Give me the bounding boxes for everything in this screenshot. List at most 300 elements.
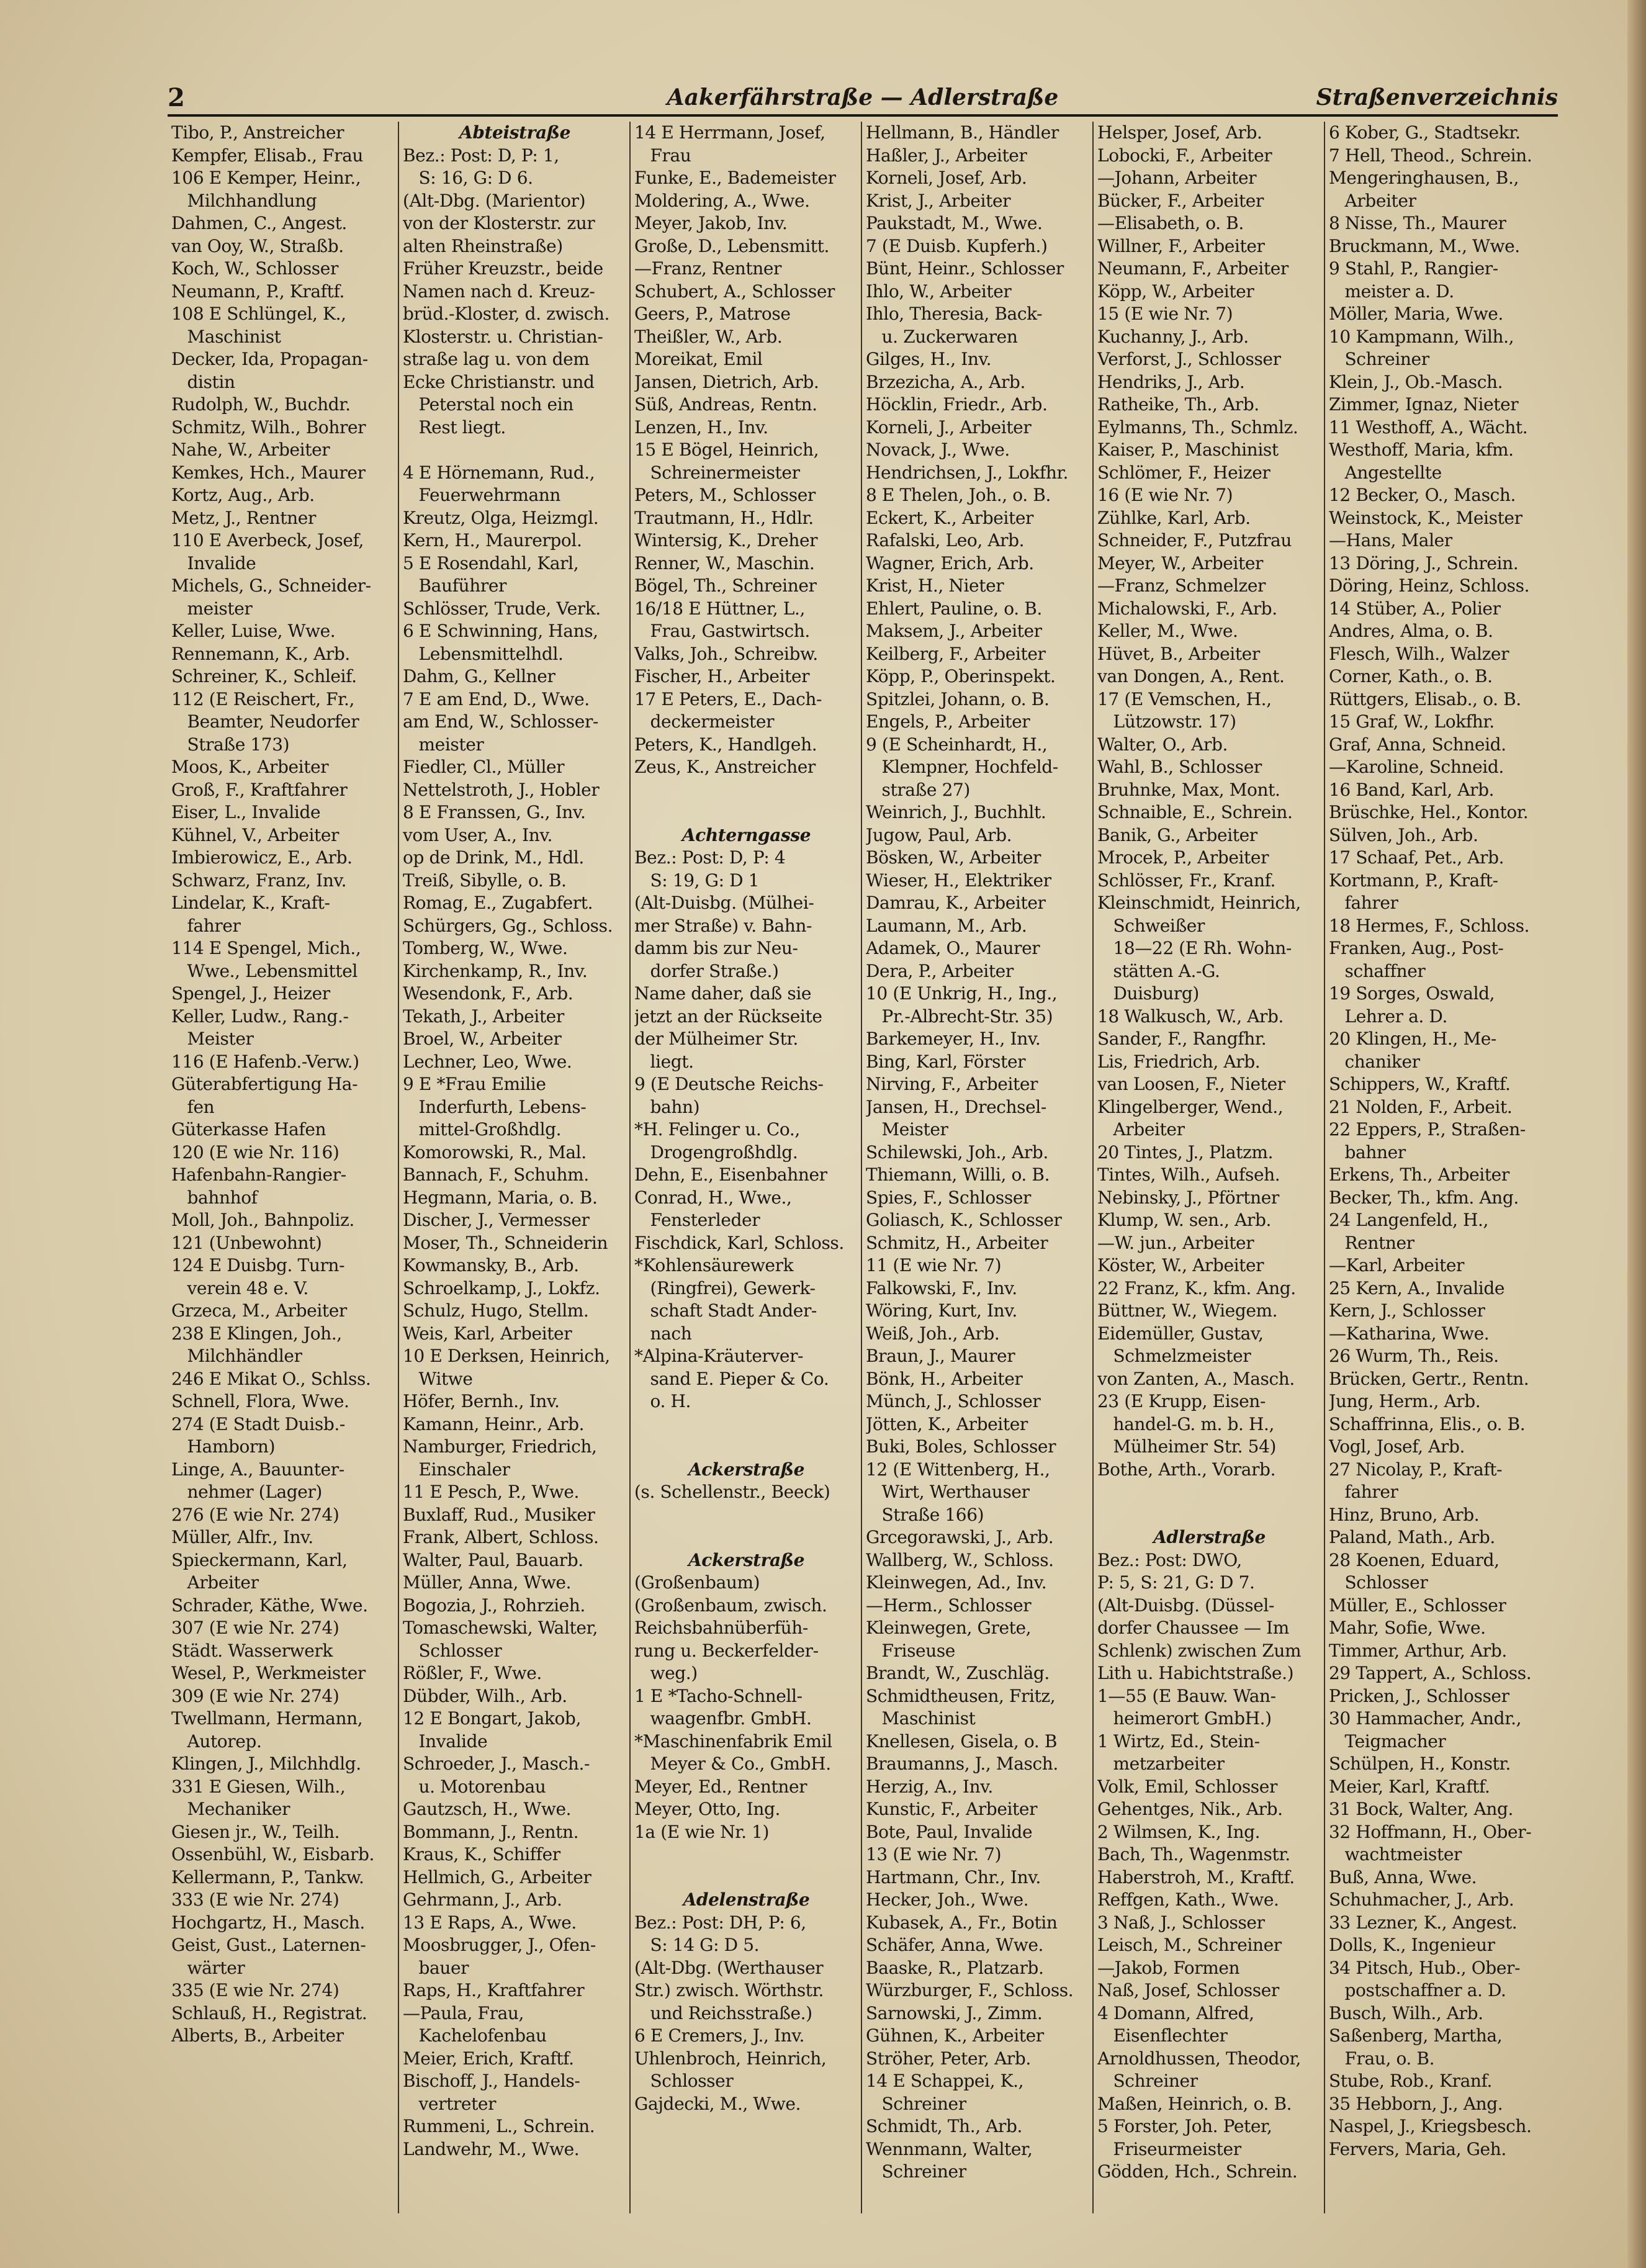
directory-line: Buki, Boles, Schlosser [866,1436,1056,1457]
directory-line: Pricken, J., Schlosser [1329,1685,1509,1706]
directory-line: bahn) [634,1096,700,1117]
directory-line: Geist, Gust., Laternen- [171,1935,366,1955]
directory-line: Tomberg, W., Wwe. [403,938,568,958]
directory-line: —Paula, Frau, [403,2002,524,2023]
directory-line: Meyer, Jakob, Inv. [634,213,788,233]
directory-line: Wwe., Lebensmittel [171,960,358,981]
directory-line: alten Rheinstraße) [403,235,563,256]
directory-line: Keller, Luise, Wwe. [171,621,336,641]
directory-line: Groß, F., Kraftfahrer [171,779,348,800]
directory-line: Arbeiter [1097,1119,1185,1140]
directory-line: Rüttgers, Elisab., o. B. [1329,688,1521,709]
directory-line: 12 E Bongart, Jakob, [403,1708,581,1729]
directory-line: Namen nach d. Kreuz- [403,281,595,302]
directory-line: Schulz, Hugo, Stellm. [403,1300,589,1321]
directory-line: Wirt, Werthauser [866,1482,1030,1502]
directory-line: Maschinist [866,1708,976,1729]
directory-line: Goliasch, K., Schlosser [866,1210,1062,1230]
directory-line: Schnaible, E., Schrein. [1097,802,1293,822]
directory-line: Jötten, K., Arbeiter [866,1413,1028,1434]
directory-line: S: 14 G: D 5. [634,1935,760,1955]
directory-line: Walter, Paul, Bauarb. [403,1549,583,1570]
directory-line: van Loosen, F., Nieter [1097,1074,1285,1094]
directory-line: van Ooy, W., Straßb. [171,235,344,256]
directory-line: Spies, F., Schlosser [866,1187,1031,1208]
directory-line: Schäfer, Anna, Wwe. [866,1935,1044,1955]
directory-line: 30 Hammacher, Andr., [1329,1708,1522,1729]
directory-line: Schreiner [1097,2071,1198,2091]
directory-line: Valks, Joh., Schreibw. [634,643,818,664]
directory-line: wachtmeister [1329,1844,1462,1865]
directory-line: Moll, Joh., Bahnpoliz. [171,1210,354,1230]
directory-line: 5 E Rosendahl, Karl, [403,552,579,574]
directory-line: Schlosser [1329,1572,1428,1593]
directory-line: Weinrich, J., Buchhlt. [866,802,1046,822]
directory-line: Schlömer, F., Heizer [1097,462,1270,483]
directory-line: —W. jun., Arbeiter [1097,1232,1254,1253]
directory-line: Meier, Karl, Kraftf. [1329,1776,1490,1797]
column-1 [168,122,399,2213]
directory-line: Schneider, F., Putzfrau [1097,530,1292,551]
directory-line: Mahr, Sofie, Wwe. [1329,1618,1486,1638]
directory-line: deckermeister [634,711,775,732]
directory-line: Rudolph, W., Buchdr. [171,394,351,415]
directory-line: Kirchenkamp, R., Inv. [403,960,588,981]
directory-line: 32 Hoffmann, H., Ober- [1329,1821,1532,1842]
directory-line: Jansen, H., Drechsel- [866,1096,1046,1117]
directory-line: Ehlert, Pauline, o. B. [866,598,1042,619]
spacer [1097,1481,1321,1504]
directory-line: Angestellte [1329,462,1442,483]
directory-line: —Karl, Arbeiter [1329,1255,1465,1276]
directory-line: von Zanten, A., Masch. [1097,1368,1295,1389]
directory-line: Nebinsky, J., Pförtner [1097,1187,1279,1208]
directory-line: waagenfbr. GmbH. [634,1708,812,1729]
directory-line: Schreiner [866,2093,966,2114]
directory-line: Dera, P., Arbeiter [866,960,1014,981]
directory-line: jetzt an der Rückseite [634,1006,822,1027]
directory-line: Mengeringhausen, B., [1329,168,1519,188]
directory-line: Wennmann, Walter, [866,2138,1033,2159]
directory-line: Eiser, L., Invalide [171,802,321,822]
directory-line: und Reichsstraße.) [634,2002,812,2023]
directory-line: Rennemann, K., Arb. [171,643,350,664]
directory-line: Nettelstroth, J., Hobler [403,779,600,800]
directory-line: Zühlke, Karl, Arb. [1097,507,1251,528]
directory-line: heimerort GmbH.) [1097,1708,1272,1729]
directory-line: Müller, Anna, Wwe. [403,1572,572,1593]
directory-line: Moosbrugger, J., Ofen- [403,1935,596,1955]
directory-line: Novack, J., Wwe. [866,439,1010,460]
directory-line: Würzburger, F., Schloss. [866,1980,1074,2000]
directory-line: Brücken, Gertr., Rentn. [1329,1368,1529,1389]
directory-line: Schweißer [1097,915,1205,936]
directory-line: Schnell, Flora, Wwe. [171,1391,349,1411]
directory-line: (Großenbaum) [634,1572,760,1593]
directory-line: 3 Naß, J., Schlosser [1097,1912,1265,1933]
directory-line: Straße 173) [171,734,290,755]
directory-line: 116 (E Hafenb.-Verw.) [171,1051,359,1072]
directory-line: Ströher, Peter, Arb. [866,2048,1031,2069]
directory-line: u. Motorenbau [403,1776,546,1797]
directory-line: (Alt-Dbg. (Marientor) [403,190,586,211]
directory-line: Spieckermann, Karl, [171,1549,348,1570]
directory-line: liegt. [634,1051,694,1072]
directory-line: Wahl, B., Schlosser [1097,757,1262,777]
directory-line: Wesendonk, F., Arb. [403,983,573,1004]
directory-line: Bannach, F., Schuhm. [403,1164,589,1185]
directory-line: 8 Nisse, Th., Maurer [1329,213,1506,233]
spacer [634,779,858,802]
directory-line: Lindelar, K., Kraft- [171,893,330,913]
columns [168,122,1558,2213]
directory-line: Köpp, P., Oberinspekt. [866,666,1056,686]
directory-line: Möller, Maria, Wwe. [1329,304,1503,324]
spacer [634,1866,858,1889]
directory-line: —Franz, Schmelzer [1097,575,1266,596]
directory-line: Mechaniker [171,1799,290,1819]
directory-line: Zimmer, Ignaz, Nieter [1329,394,1519,415]
directory-line: Hamborn) [171,1436,276,1457]
directory-line: Geers, P., Matrose [634,304,791,324]
directory-line: Höfer, Bernh., Inv. [403,1391,560,1411]
directory-line: Banik, G., Arbeiter [1097,824,1257,845]
directory-line: Schubert, A., Schlosser [634,281,835,302]
directory-line: nehmer (Lager) [171,1482,322,1502]
directory-line: Peters, K., Handlgeh. [634,734,817,755]
directory-line: —Hans, Maler [1329,530,1452,551]
directory-line: Weiß, Joh., Arb. [866,1323,1000,1344]
directory-line: Kühnel, V., Arbeiter [171,824,340,845]
directory-line: Tomaschewski, Walter, [403,1618,598,1638]
directory-line: Fiedler, Cl., Müller [403,757,565,777]
directory-line: Franken, Aug., Post- [1329,938,1504,958]
directory-line: Hochgartz, H., Masch. [171,1912,365,1933]
directory-line: Romag, E., Zugabfert. [403,893,593,913]
directory-line: Kleinschmidt, Heinrich, [1097,893,1301,913]
directory-line: *H. Felinger u. Co., [634,1119,800,1140]
spacer [403,439,627,462]
directory-line: Schippers, W., Kraftf. [1329,1074,1511,1094]
directory-line: bahnhof [171,1187,258,1208]
directory-line: Klein, J., Ob.-Masch. [1329,371,1503,392]
directory-line: *Alpina-Kräuterver- [634,1346,804,1366]
directory-line: Keilberg, F., Arbeiter [866,643,1046,664]
directory-line: Meister [866,1119,948,1140]
directory-line: 114 E Spengel, Mich., [171,938,361,958]
directory-line: 276 (E wie Nr. 274) [171,1504,340,1525]
directory-line: Dehn, E., Eisenbahner [634,1164,827,1185]
directory-line: Frank, Albert, Schloss. [403,1527,599,1547]
directory-line: 7 Hell, Theod., Schrein. [1329,145,1532,166]
directory-line: Namburger, Friedrich, [403,1436,597,1457]
directory-line: Knellesen, Gisela, o. B [866,1730,1058,1752]
directory-line: 16 (E wie Nr. 7) [1097,485,1233,505]
directory-line: Gühnen, K., Arbeiter [866,2025,1044,2046]
directory-line: Duisburg) [1097,983,1199,1004]
directory-line: Nahe, W., Arbeiter [171,439,330,460]
directory-line: Einschaler [403,1459,510,1480]
directory-line: Funke, E., Bademeister [634,168,836,188]
directory-line: wärter [171,1957,245,1978]
directory-line: Lobocki, F., Arbeiter [1097,145,1272,166]
directory-line: Hendrichsen, J., Lokfhr. [866,462,1068,483]
directory-line: 9 Stahl, P., Rangier- [1329,258,1498,279]
directory-line: Kleinwegen, Ad., Inv. [866,1572,1047,1593]
directory-line: Brzezicha, A., Arb. [866,371,1025,392]
directory-line: Bez.: Post: DH, P: 6, [634,1912,806,1933]
directory-line: Eckert, K., Arbeiter [866,507,1033,528]
directory-line: 28 Koenen, Eduard, [1329,1549,1500,1570]
directory-line: Maßen, Heinrich, o. B. [1097,2093,1292,2114]
directory-line: Frau, Gastwirtsch. [634,621,810,641]
directory-line: Lis, Friedrich, Arb. [1097,1051,1261,1072]
directory-line: 124 E Duisbg. Turn- [171,1255,345,1276]
directory-line: 34 Pitsch, Hub., Ober- [1329,1957,1521,1978]
directory-line: Engels, P., Arbeiter [866,711,1030,732]
directory-line: sand E. Pieper & Co. [634,1368,829,1389]
directory-line: Arbeiter [171,1572,259,1593]
directory-line: Schroelkamp, J., Lokfz. [403,1277,600,1298]
directory-line: Hendriks, J., Arb. [1097,371,1245,392]
page-number: 2 [168,83,185,112]
directory-line: Klempner, Hochfeld- [866,757,1058,777]
directory-line: Grzeca, M., Arbeiter [171,1300,347,1321]
directory-line: Hecker, Joh., Wwe. [866,1889,1029,1910]
directory-line: Schaffrinna, Elis., o. B. [1329,1413,1526,1434]
directory-line: Rentner [1329,1232,1414,1253]
directory-line: Fischdick, Karl, Schloss. [634,1232,844,1253]
directory-line: Schlösser, Trude, Verk. [403,598,601,619]
directory-line: 14 E Herrmann, Josef, [634,122,825,143]
directory-line: Bing, Karl, Förster [866,1051,1026,1072]
directory-line: schaft Stadt Ander- [634,1300,817,1321]
directory-line: Bommann, J., Rentn. [403,1821,579,1842]
directory-line: Feuerwehrmann [403,485,561,505]
directory-line: 25 Kern, A., Invalide [1329,1277,1505,1298]
directory-line: straße lag u. von dem [403,349,590,369]
directory-line: Frau, o. B. [1329,2048,1435,2069]
directory-line: Rößler, F., Wwe. [403,1663,542,1683]
directory-line: Eisenflechter [1097,2025,1228,2046]
directory-line: 7 (E Duisb. Kupferh.) [866,235,1048,256]
directory-line: Timmer, Arthur, Arb. [1329,1640,1507,1661]
directory-line: Wesel, P., Werkmeister [171,1663,366,1683]
directory-line: Kern, H., Maurerpol. [403,530,582,551]
directory-line: Brüschke, Hel., Kontor. [1329,802,1529,822]
street-heading: Ackerstraße [688,1549,805,1570]
directory-line: Uhlenbroch, Heinrich, [634,2048,827,2069]
directory-line: Invalide [403,1730,488,1752]
directory-line: 106 E Kemper, Heinr., [171,168,361,188]
directory-line: Vogl, Josef, Arb. [1329,1436,1465,1457]
section-title: Straßenverzeichnis [1316,84,1558,110]
directory-line: Büttner, W., Wiegem. [1097,1300,1278,1321]
directory-line: Nirving, F., Arbeiter [866,1074,1038,1094]
spacer [1097,1504,1321,1527]
directory-line: Krist, J., Arbeiter [866,190,1011,211]
directory-line: damm bis zur Neu- [634,938,798,958]
directory-line: Koch, W., Schlosser [171,258,338,279]
column-2 [399,122,631,2213]
directory-line: 6 E Cremers, J., Inv. [634,2025,804,2046]
directory-line: o. H. [634,1391,691,1411]
directory-line: Rafalski, Leo, Arb. [866,530,1025,551]
directory-line: Paukstadt, M., Wwe. [866,213,1043,233]
directory-line: Witwe [403,1368,473,1389]
directory-line: Kachelofenbau [403,2025,547,2046]
directory-line: Korneli, Josef, Arb. [866,168,1027,188]
directory-line: Ihlo, W., Arbeiter [866,281,1012,302]
directory-line: 307 (E wie Nr. 274) [171,1618,340,1638]
directory-line: (Alt-Duisbg. (Düssel- [1097,1595,1274,1616]
directory-line: *Kohlensäurewerk [634,1255,794,1276]
directory-line: Milchhändler [171,1346,302,1366]
directory-line: 26 Wurm, Th., Reis. [1329,1346,1499,1366]
directory-line: verein 48 e. V. [171,1277,308,1298]
directory-line: Schrader, Käthe, Wwe. [171,1595,368,1616]
directory-line: Name daher, daß sie [634,983,812,1004]
directory-line: Inderfurth, Lebens- [403,1096,587,1117]
directory-line: 1—55 (E Bauw. Wan- [1097,1685,1276,1706]
directory-line: Früher Kreuzstr., beide [403,258,603,279]
directory-line: 15 (E wie Nr. 7) [1097,304,1233,324]
directory-line: 121 (Unbewohnt) [171,1232,322,1253]
directory-line: 10 E Derksen, Heinrich, [403,1346,610,1366]
directory-line: Conrad, H., Wwe., [634,1187,792,1208]
directory-line: 13 E Raps, A., Wwe. [403,1912,577,1933]
directory-line: von der Klosterstr. zur [403,213,595,233]
directory-line: 10 (E Unkrig, H., Ing., [866,983,1058,1004]
directory-line: Schreinermeister [634,462,800,483]
directory-line: 13 Döring, J., Schrein. [1329,552,1519,574]
directory-line: Ihlo, Theresia, Back- [866,304,1043,324]
directory-line: schaffner [1329,960,1426,981]
header-rule [168,114,1558,117]
directory-line: chaniker [1329,1051,1420,1072]
directory-line: Bösken, W., Arbeiter [866,847,1041,868]
directory-line: dorfer Straße.) [634,960,779,981]
directory-line: P: 5, S: 21, G: D 7. [1097,1572,1255,1593]
directory-line: Stube, Rob., Kranf. [1329,2071,1493,2091]
directory-line: Bothe, Arth., Vorarb. [1097,1459,1276,1480]
directory-line: 6 E Schwinning, Hans, [403,621,598,641]
directory-line: (Alt-Duisbg. (Mülhei- [634,893,814,913]
directory-line: (Großenbaum, zwisch. [634,1595,827,1616]
directory-line: S: 19, G: D 1 [634,870,760,891]
directory-line: Bönk, H., Arbeiter [866,1368,1023,1389]
directory-line: Raps, H., Kraftfahrer [403,1980,585,2000]
directory-line: 120 (E wie Nr. 116) [171,1141,340,1163]
directory-line: Ecke Christianstr. und [403,371,595,392]
directory-line: 274 (E Stadt Duisb.- [171,1413,345,1434]
directory-line: 246 E Mikat O., Schlss. [171,1368,371,1389]
directory-line: Müller, Alfr., Inv. [171,1527,313,1547]
directory-line: Schwarz, Franz, Inv. [171,870,347,891]
directory-line: Friseuse [866,1640,955,1661]
directory-line: brüd.-Kloster, d. zwisch. [403,304,610,324]
directory-line: Gautzsch, H., Wwe. [403,1799,572,1819]
directory-line: Köster, W., Arbeiter [1097,1255,1264,1276]
directory-line: fahrer [1329,893,1398,913]
directory-line: 31 Bock, Walter, Ang. [1329,1799,1514,1819]
directory-line: *Maschinenfabrik Emil [634,1730,832,1752]
directory-line: Keller, M., Wwe. [1097,621,1238,641]
directory-line: Neumann, P., Kraftf. [171,281,344,302]
directory-line: Milchhandlung [171,190,317,211]
directory-line: Bruckmann, M., Wwe. [1329,235,1520,256]
directory-line: 7 E am End, D., Wwe. [403,688,590,709]
directory-line: Klingen, J., Milchhdlg. [171,1753,361,1774]
directory-line: Schlösser, Fr., Kranf. [1097,870,1276,891]
directory-line: Bücker, F., Arbeiter [1097,190,1264,211]
directory-line: Maksem, J., Arbeiter [866,621,1042,641]
directory-line: Müller, E., Schlosser [1329,1595,1506,1616]
directory-line: 11 (E wie Nr. 7) [866,1255,1002,1276]
directory-line: Kern, J., Schlosser [1329,1300,1485,1321]
directory-line: 18 Walkusch, W., Arb. [1097,1006,1284,1027]
directory-line: Kaiser, P., Maschinist [1097,439,1279,460]
directory-line: u. Zuckerwaren [866,326,1018,347]
directory-line: Barkemeyer, H., Inv. [866,1028,1041,1049]
directory-line: Drogengroßhdlg. [634,1141,798,1163]
directory-line: Buxlaff, Rud., Musiker [403,1504,595,1525]
directory-line: Thiemann, Willi, o. B. [866,1164,1050,1185]
directory-line: der Mülheimer Str. [634,1028,798,1049]
directory-line: Mülheimer Str. 54) [1097,1436,1277,1457]
directory-line: Schilewski, Joh., Arb. [866,1141,1048,1163]
directory-line: (Alt-Dbg. (Werthauser [634,1957,824,1978]
directory-line: Broel, W., Arbeiter [403,1028,562,1049]
directory-line: Moser, Th., Schneiderin [403,1232,608,1253]
directory-line: —Franz, Rentner [634,258,782,279]
directory-line: Leisch, M., Schreiner [1097,1935,1282,1955]
directory-line: Lith u. Habichtstraße.) [1097,1663,1294,1683]
directory-line: Hartmann, Chr., Inv. [866,1866,1041,1888]
directory-line: 4 E Hörnemann, Rud., [403,462,595,483]
directory-line: Sarnowski, J., Zimm. [866,2002,1043,2023]
directory-line: 335 (E wie Nr. 274) [171,1980,340,2000]
directory-line: Twellmann, Hermann, [171,1708,363,1729]
directory-line: vertreter [403,2093,497,2114]
directory-line: Bez.: Post: D, P: 4 [634,847,786,868]
directory-line: Laumann, M., Arb. [866,915,1027,936]
column-6 [1325,122,1557,2213]
directory-line: Meyer, W., Arbeiter [1097,552,1263,574]
directory-line: Baaske, R., Platzarb. [866,1957,1044,1978]
directory-line: Moldering, A., Wwe. [634,190,810,211]
directory-line: Kortz, Aug., Arb. [171,485,315,505]
directory-line: 12 Becker, O., Masch. [1329,485,1516,505]
directory-line: Friseurmeister [1097,2138,1241,2159]
directory-line: Brandt, W., Zuschläg. [866,1663,1050,1683]
directory-line: Fensterleder [634,1210,760,1230]
directory-line: 333 (E wie Nr. 274) [171,1889,340,1910]
directory-line: 309 (E wie Nr. 274) [171,1685,340,1706]
directory-line: nach [634,1323,692,1344]
directory-line: Naß, Josef, Schlosser [1097,1980,1279,2000]
directory-line: Klump, W. sen., Arb. [1097,1210,1271,1230]
directory-line: Sülven, Joh., Arb. [1329,824,1478,845]
directory-line: 22 Eppers, P., Straßen- [1329,1119,1526,1140]
directory-line: Große, D., Lebensmitt. [634,235,830,256]
directory-line: Arbeiter [1329,190,1416,211]
directory-line: 15 Graf, W., Lokfhr. [1329,711,1495,732]
directory-line: —Elisabeth, o. B. [1097,213,1244,233]
directory-line: Braun, J., Maurer [866,1346,1015,1366]
directory-line: meister a. D. [1329,281,1454,302]
directory-line: Corner, Kath., o. B. [1329,666,1493,686]
